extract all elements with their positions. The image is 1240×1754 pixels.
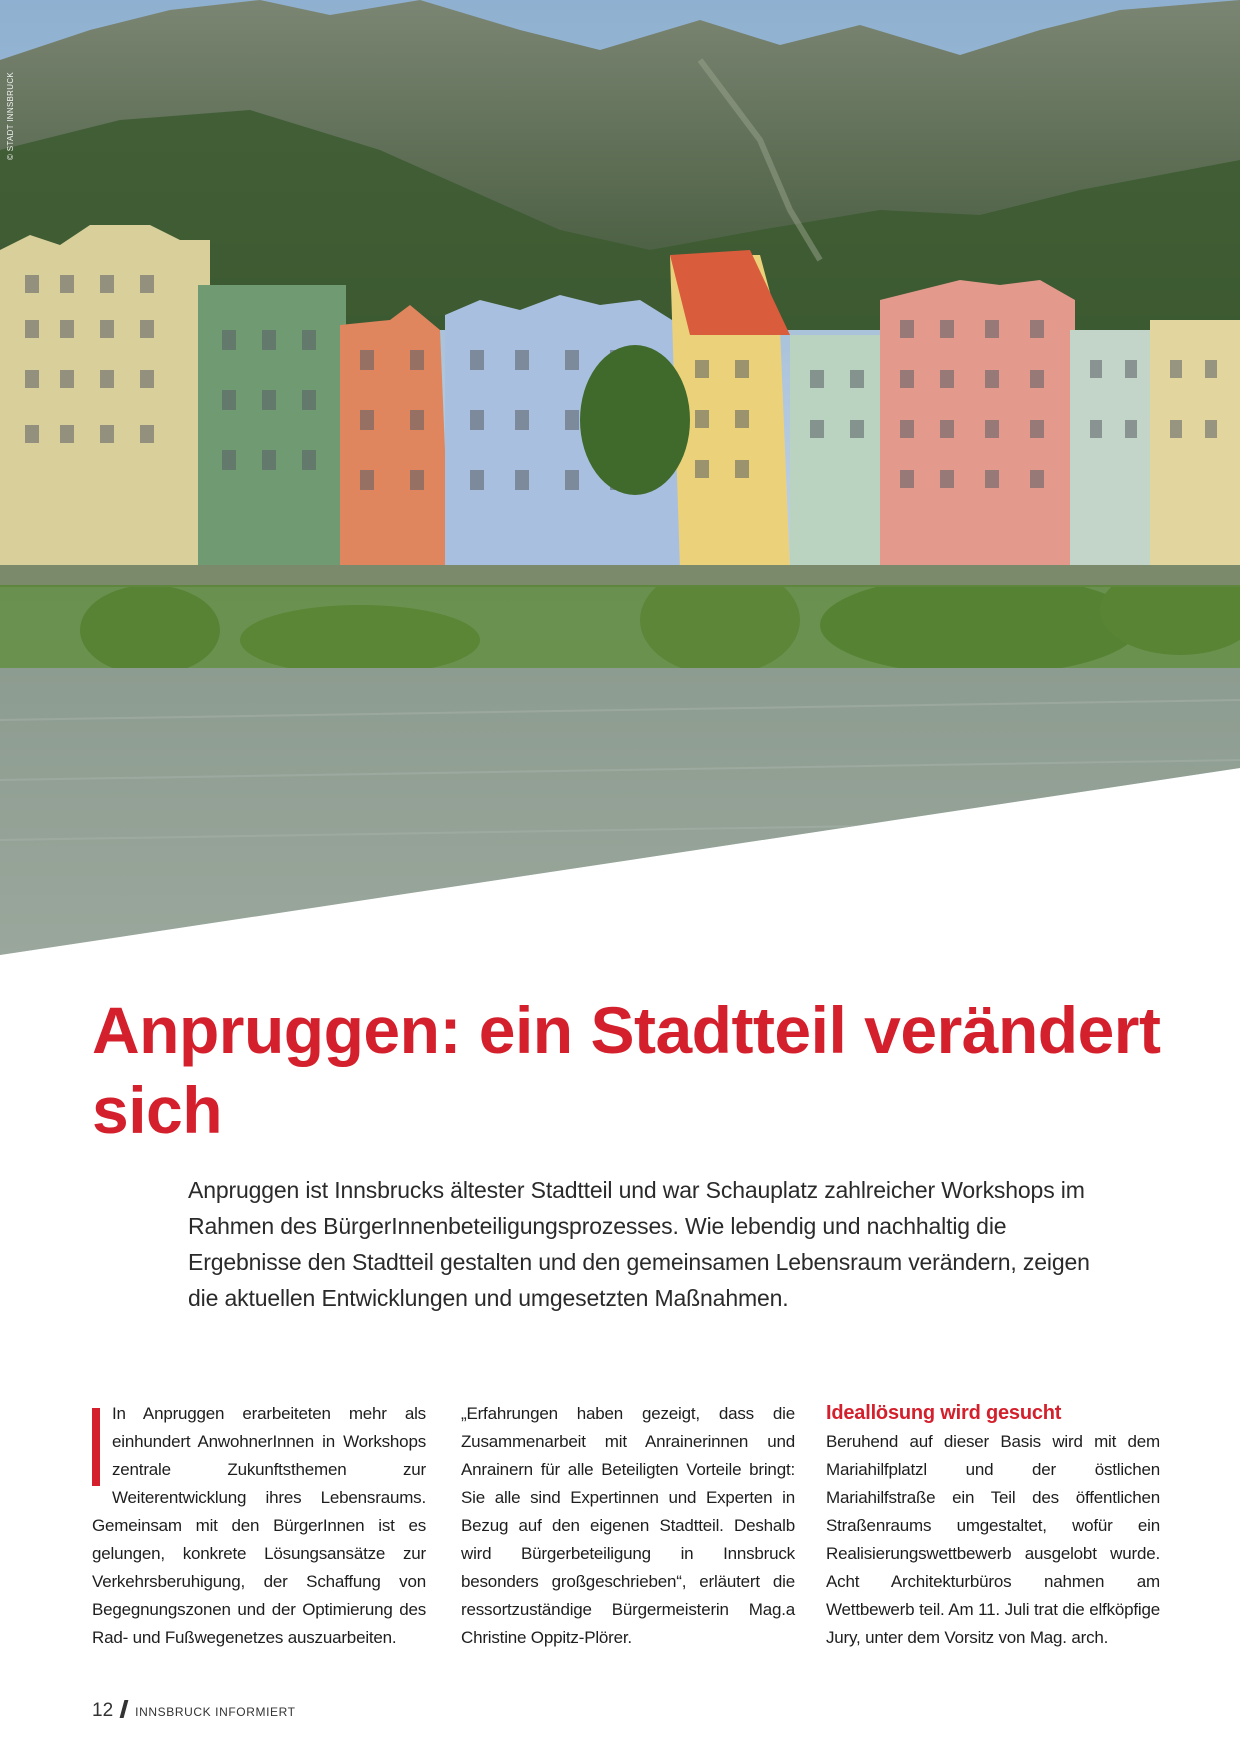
article-lead: Anpruggen ist Innsbrucks ältester Stadtteil und war Schauplatz zahlreicher Workshops im Rahmen des BürgerInnenbeteiligungsprozesses. Wie lebendig und nachhaltig die Ergebnisse den Stadtteil gestalten und den gemeinsamen Lebensraum verändern, zeigen die aktuellen Entwicklungen und umgesetzten Maßnahmen. (188, 1177, 1090, 1311)
page-footer (92, 1700, 296, 1722)
article-column-1 (92, 1400, 426, 1652)
footer-slash-icon (120, 1700, 129, 1718)
column-3-subheading: Ideallösung wird gesucht (826, 1402, 1062, 1424)
article-column-3 (826, 1398, 1160, 1652)
article-title: Anpruggen: ein Stadtteil verändert sich (92, 993, 1161, 1147)
article-column-2: „Erfahrungen haben gezeigt, dass die Zusammenarbeit mit Anrainerinnen und Anrainern für alle Beteiligten Vorteile bringt: Sie alle sind Expertinnen und Experten in Bezug auf den eigenen Stadtteil. Deshalb wird Bürgerbeteiligung in Innsbruck besonders großgeschrieben“, erläutert die ressortzuständige Bürgermeisterin Mag.a Christine Oppitz-Plörer. (461, 1404, 795, 1647)
photo-credit: © STADT INNSBRUCK (6, 71, 15, 160)
page-number: 12 (92, 1700, 114, 1721)
publication-name: INNSBRUCK INFORMIERT (135, 1705, 296, 1719)
drop-cap-bar (92, 1408, 102, 1488)
column-1-text: In Anpruggen erarbeiteten mehr als einhundert AnwohnerInnen in Workshops zentrale Zukunftsthemen zur Weiterentwicklung ihres Lebensraums. Gemeinsam mit den BürgerInnen ist es gelungen, konkrete Lösungsansätze zur Verkehrsberuhigung, der Schaffung von Begegnungszonen und der Optimierung des Rad- und Fußwegenetzes auszuarbeiten. (92, 1404, 426, 1647)
column-3-text: Beruhend auf dieser Basis wird mit dem Mariahilfplatzl und der östlichen Mariahilfstraße ein Teil des öffentlichen Straßenraums umgestaltet, wofür ein Realisierungswettbewerb ausgelobt wurde. Acht Architekturbüros nahmen am Wettbewerb teil. Am 11. Juli trat die elfköpfige Jury, unter dem Vorsitz von Mag. arch. (826, 1432, 1160, 1647)
